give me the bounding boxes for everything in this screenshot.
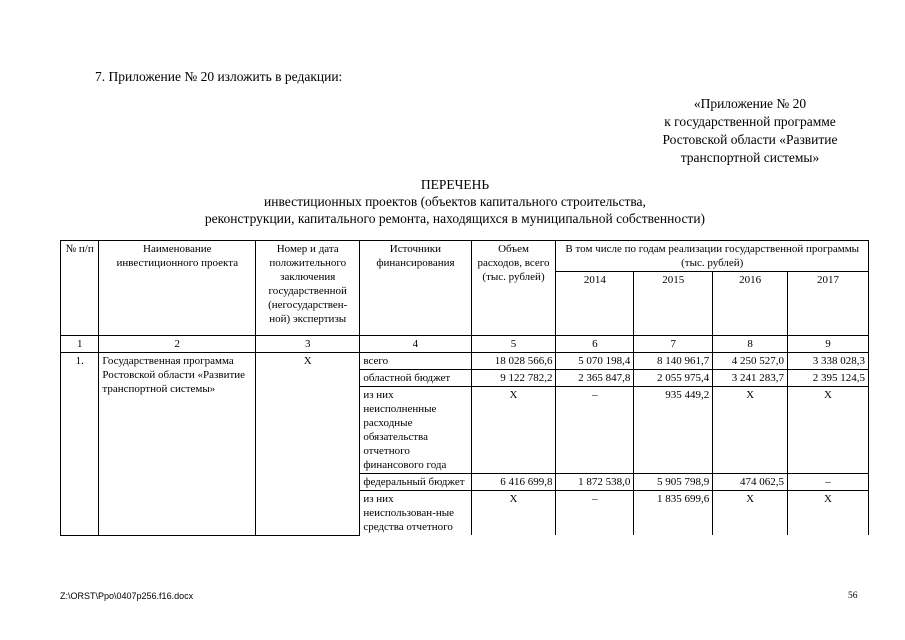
source-cell: федеральный бюджет bbox=[360, 474, 471, 491]
year-2017-cell: Х bbox=[788, 387, 869, 474]
col-number: 3 bbox=[256, 336, 360, 353]
column-number-row bbox=[61, 336, 869, 353]
col-number: 2 bbox=[99, 336, 256, 353]
header-year-2017: 2017 bbox=[788, 272, 869, 336]
table-row bbox=[61, 353, 869, 370]
year-2014-cell: 5 070 198,4 bbox=[556, 353, 634, 370]
col-number: 5 bbox=[471, 336, 556, 353]
year-2017-cell: 3 338 028,3 bbox=[788, 353, 869, 370]
page-number: 56 bbox=[848, 591, 858, 601]
col-number: 7 bbox=[634, 336, 713, 353]
year-2017-cell: – bbox=[788, 474, 869, 491]
appendix-reference bbox=[640, 95, 860, 167]
title-heading: ПЕРЕЧЕНЬ bbox=[420, 177, 490, 192]
footer-file-path: Z:\ORST\Ppo\0407p256.f16.docx bbox=[60, 591, 194, 601]
header-num: № п/п bbox=[61, 241, 99, 336]
year-2016-cell: 3 241 283,7 bbox=[713, 370, 788, 387]
year-2017-cell: 2 395 124,5 bbox=[788, 370, 869, 387]
title-subtitle: инвестиционных проектов (объектов капитального строительства, bbox=[264, 194, 646, 209]
year-2016-cell: Х bbox=[713, 387, 788, 474]
total-cell: 18 028 566,6 bbox=[471, 353, 556, 370]
total-cell: Х bbox=[471, 387, 556, 474]
header-source: Источники финансирования bbox=[360, 241, 471, 336]
year-2015-cell: 935 449,2 bbox=[634, 387, 713, 474]
header-row bbox=[61, 241, 869, 272]
year-2015-cell: 1 835 699,6 bbox=[634, 491, 713, 536]
project-num: 1. bbox=[61, 353, 99, 536]
year-2015-cell: 8 140 961,7 bbox=[634, 353, 713, 370]
source-cell: всего bbox=[360, 353, 471, 370]
col-number: 4 bbox=[360, 336, 471, 353]
header-name: Наименование инвестиционного проекта bbox=[99, 241, 256, 336]
year-2014-cell: – bbox=[556, 387, 634, 474]
year-2017-cell: Х bbox=[788, 491, 869, 536]
col-number: 9 bbox=[788, 336, 869, 353]
col-number: 1 bbox=[61, 336, 99, 353]
header-year-2015: 2015 bbox=[634, 272, 713, 336]
source-cell: областной бюджет bbox=[360, 370, 471, 387]
source-cell: из них неиспользован-ные средства отчетного bbox=[360, 491, 471, 536]
intro-text: 7. Приложение № 20 изложить в редакции: bbox=[95, 69, 343, 84]
year-2014-cell: 1 872 538,0 bbox=[556, 474, 634, 491]
year-2016-cell: Х bbox=[713, 491, 788, 536]
appendix-line: к государственной программе bbox=[664, 114, 836, 129]
year-2014-cell: – bbox=[556, 491, 634, 536]
source-cell: из них неисполненные расходные обязательства отчетного финансового года bbox=[360, 387, 471, 474]
header-years-group: В том числе по годам реализации государственной программы (тыс. рублей) bbox=[556, 241, 869, 272]
total-cell: 9 122 782,2 bbox=[471, 370, 556, 387]
col-number: 8 bbox=[713, 336, 788, 353]
appendix-line: «Приложение № 20 bbox=[693, 96, 807, 111]
title-subtitle: реконструкции, капитального ремонта, находящихся в муниципальной собственности) bbox=[204, 211, 706, 226]
year-2014-cell: 2 365 847,8 bbox=[556, 370, 634, 387]
header-volume: Объем расходов, всего (тыс. рублей) bbox=[471, 241, 556, 336]
document-title bbox=[130, 176, 780, 227]
year-2016-cell: 4 250 527,0 bbox=[713, 353, 788, 370]
project-name: Государственная программа Ростовской области «Развитие транспортной системы» bbox=[99, 353, 256, 536]
year-2016-cell: 474 062,5 bbox=[713, 474, 788, 491]
col-number: 6 bbox=[556, 336, 634, 353]
year-2015-cell: 5 905 798,9 bbox=[634, 474, 713, 491]
header-year-2016: 2016 bbox=[713, 272, 788, 336]
appendix-line: транспортной системы» bbox=[680, 150, 820, 165]
year-2015-cell: 2 055 975,4 bbox=[634, 370, 713, 387]
total-cell: Х bbox=[471, 491, 556, 536]
investment-projects-table bbox=[60, 240, 869, 536]
header-expertise: Номер и дата положительного заключения государственной (негосударствен-ной) экспертизы bbox=[256, 241, 360, 336]
appendix-line: Ростовской области «Развитие bbox=[662, 132, 838, 147]
header-year-2014: 2014 bbox=[556, 272, 634, 336]
project-expertise: Х bbox=[256, 353, 360, 536]
total-cell: 6 416 699,8 bbox=[471, 474, 556, 491]
